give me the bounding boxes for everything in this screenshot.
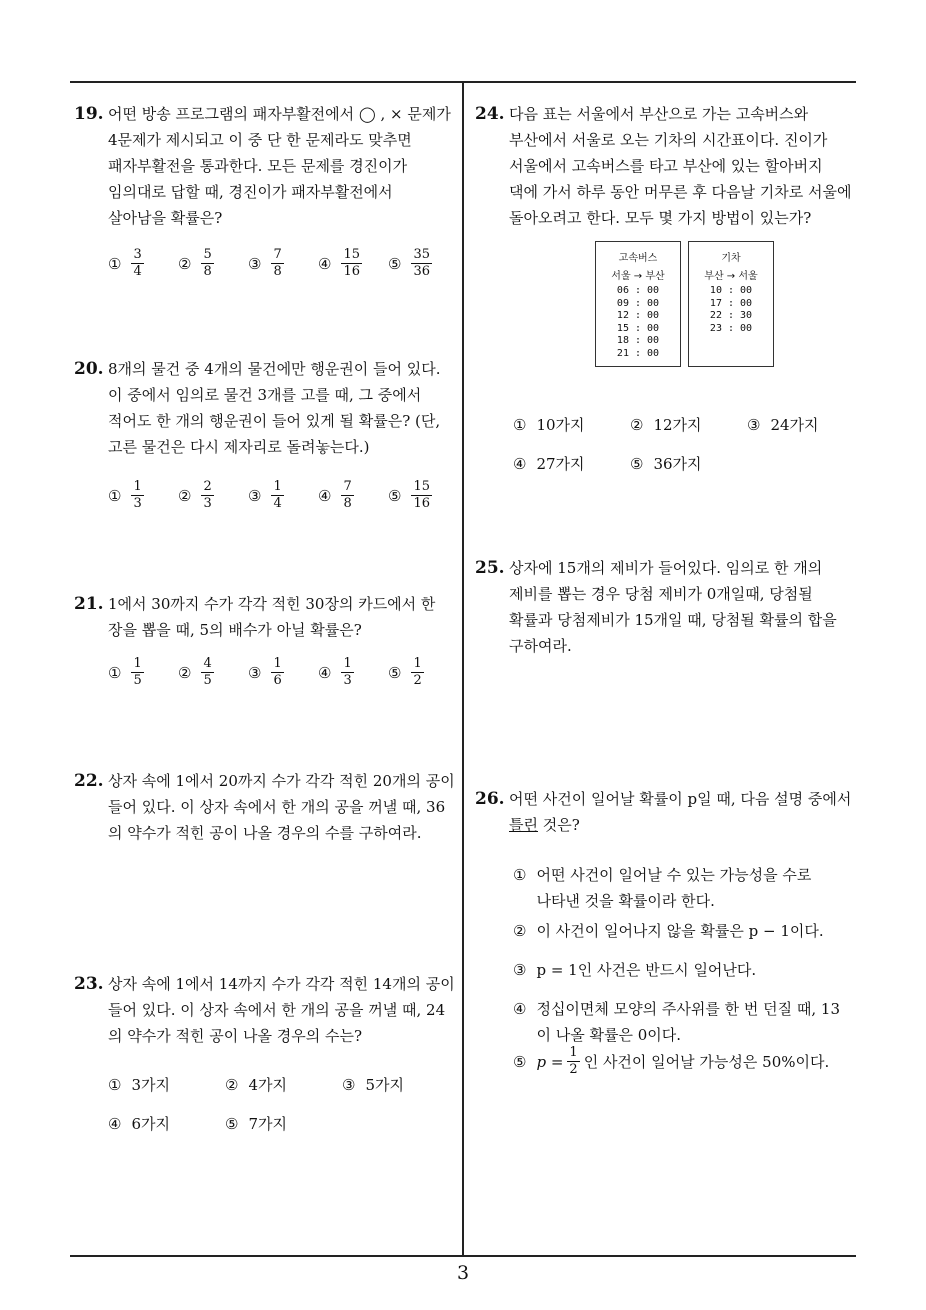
- choice-2[interactable]: ② $\frac{4}{5}$: [178, 656, 212, 688]
- question-number: 26.: [475, 789, 505, 809]
- timetable-bus: [595, 241, 681, 367]
- question-text: 상자 속에 1에서 14까지 수가 각각 적힌 14개의 공이 들어 있다. 이 상자 속에서 한 개의 공을 꺼낼 때, 24 의 약수가 적힌 공이 나올 경우의 수는?: [108, 975, 455, 1045]
- fraction: $\frac{4}{5}$: [203, 656, 212, 688]
- choice-4[interactable]: ④ 27가지: [513, 454, 585, 473]
- fraction: $\frac{15}{16}$: [413, 479, 430, 511]
- choice-1[interactable]: ① 어떤 사건이 일어날 수 있는 가능성을 수로 나타낸 것을 확률이라 한다.: [513, 866, 812, 910]
- question-text: 상자 속에 1에서 20까지 수가 각각 적힌 20개의 공이 들어 있다. 이 상자 속에서 한 개의 공을 꺼낼 때, 36 의 약수가 적힌 공이 나올 경우의 수를 구하여라.: [108, 772, 455, 842]
- choice-4[interactable]: ④ $\frac{1}{3}$: [318, 656, 352, 688]
- choices-24: [513, 414, 853, 484]
- choice-5[interactable]: ⑤ $\frac{35}{36}$: [388, 247, 430, 279]
- choice-2[interactable]: ② 12가지: [630, 415, 702, 434]
- timetable-route: 부산 → 서울: [704, 271, 758, 282]
- fraction: $\frac{3}{4}$: [133, 247, 142, 279]
- choice-3[interactable]: ③ p = 1인 사건은 반드시 일어난다.: [513, 961, 757, 979]
- choices-23: [108, 1074, 458, 1144]
- choices-21: [108, 657, 458, 697]
- choice-3[interactable]: ③ $\frac{1}{6}$: [248, 656, 282, 688]
- choice-1[interactable]: ① 3가지: [108, 1075, 170, 1094]
- bottom-rule: [70, 1255, 856, 1257]
- question-21: [74, 591, 454, 643]
- question-text: 어떤 사건이 일어날 확률이 p일 때, 다음 설명 중에서 틀린 것은?: [509, 790, 852, 834]
- choice-5[interactable]: ⑤ $\frac{1}{2}$: [388, 656, 422, 688]
- column-divider: [462, 81, 464, 1256]
- choice-3[interactable]: ③ $\frac{7}{8}$: [248, 247, 282, 279]
- fraction: $\frac{1}{3}$: [133, 479, 142, 511]
- fraction: $\frac{7}{8}$: [343, 479, 352, 511]
- fraction: $\frac{5}{8}$: [203, 247, 212, 279]
- fraction: $\frac{2}{3}$: [203, 479, 212, 511]
- question-text: 어떤 방송 프로그램의 패자부활전에서 ◯ , × 문제가 4문제가 제시되고 이 중 단 한 문제라도 맞추면 패자부활전을 통과한다. 모든 문제를 경진이가 임의대로 답할 때, 경진이가 패자부활전에서 살아남을 확률은?: [108, 105, 451, 227]
- question-25: [475, 555, 860, 659]
- choice-3[interactable]: ③ 24가지: [747, 415, 819, 434]
- choices-19: [108, 248, 458, 288]
- choice-2[interactable]: ② $\frac{2}{3}$: [178, 479, 212, 511]
- question-20: [74, 356, 454, 460]
- page-number: 3: [456, 1262, 470, 1284]
- question-number: 20.: [74, 359, 104, 379]
- fraction: $\frac{1}{2}$: [569, 1045, 578, 1077]
- choice-5[interactable]: ⑤ 36가지: [630, 454, 702, 473]
- question-text: 1에서 30까지 수가 각각 적힌 30장의 카드에서 한 장을 뽑을 때, 5의 배수가 아닐 확률은?: [108, 595, 436, 639]
- choices-20: [108, 480, 458, 520]
- choice-3[interactable]: ③ 5가지: [342, 1075, 404, 1094]
- choice-2[interactable]: ② 4가지: [225, 1075, 287, 1094]
- choices-26: [513, 862, 858, 1092]
- fraction: $\frac{1}{6}$: [273, 656, 282, 688]
- question-text: 상자에 15개의 제비가 들어있다. 임의로 한 개의 제비를 뽑는 경우 당첨 제비가 0개일때, 당첨될 확률과 당첨제비가 15개일 때, 당첨될 확률의 합을 구하여라.: [509, 559, 837, 655]
- underlined-word: 틀린: [509, 816, 538, 834]
- timetable-route: 서울 → 부산: [611, 271, 665, 282]
- choice-2[interactable]: ② 이 사건이 일어나지 않을 확률은 p − 1이다.: [513, 922, 824, 940]
- timetable-title: 고속버스: [618, 253, 658, 264]
- question-26: [475, 786, 860, 838]
- question-22: [74, 768, 454, 846]
- timetable-train: [688, 241, 774, 367]
- question-24: [475, 101, 860, 231]
- question-number: 21.: [74, 594, 104, 614]
- fraction: $\frac{1}{4}$: [273, 479, 282, 511]
- choice-4[interactable]: ④ 정십이면체 모양의 주사위를 한 번 던질 때, 13 이 나올 확률은 0이다.: [513, 1000, 841, 1044]
- choice-2[interactable]: ② $\frac{5}{8}$: [178, 247, 212, 279]
- question-number: 19.: [74, 104, 104, 124]
- fraction: $\frac{1}{2}$: [413, 656, 422, 688]
- question-19: [74, 101, 454, 231]
- fraction: $\frac{7}{8}$: [273, 247, 282, 279]
- choice-1[interactable]: ① $\frac{3}{4}$: [108, 247, 142, 279]
- fraction: $\frac{1}{5}$: [133, 656, 142, 688]
- timetable-times: 10 : 00 17 : 00 22 : 30 23 : 00: [709, 285, 753, 334]
- question-number: 25.: [475, 558, 505, 578]
- choice-4[interactable]: ④ $\frac{7}{8}$: [318, 479, 352, 511]
- choice-5[interactable]: ⑤ 7가지: [225, 1114, 287, 1133]
- timetable-times: 06 : 00 09 : 00 12 : 00 15 : 00 18 : 00 21 : 00: [616, 285, 660, 359]
- choice-1[interactable]: ① $\frac{1}{3}$: [108, 479, 142, 511]
- fraction: $\frac{35}{36}$: [413, 247, 430, 279]
- question-number: 22.: [74, 771, 104, 791]
- fraction: $\frac{1}{3}$: [343, 656, 352, 688]
- question-text: 다음 표는 서울에서 부산으로 가는 고속버스와 부산에서 서울로 오는 기차의 시간표이다. 진이가 서울에서 고속버스를 타고 부산에 있는 할아버지 댁에 가서 하루 동안 머무른 후 다음날 기차로 서울에 돌아오려고 한다. 모두 몇 가지 방법이 있는가?: [509, 105, 852, 227]
- question-text: 8개의 물건 중 4개의 물건에만 행운권이 들어 있다. 이 중에서 임의로 물건 3개를 고를 때, 그 중에서 적어도 한 개의 행운권이 들어 있게 될 확률은? (단, 고른 물건은 다시 제자리로 돌려놓는다.): [108, 360, 441, 456]
- question-number: 24.: [475, 104, 505, 124]
- choice-3[interactable]: ③ $\frac{1}{4}$: [248, 479, 282, 511]
- choice-1[interactable]: ① $\frac{1}{5}$: [108, 656, 142, 688]
- choice-5[interactable]: ⑤ $\frac{15}{16}$: [388, 479, 430, 511]
- choice-4[interactable]: ④ $\frac{15}{16}$: [318, 247, 360, 279]
- fraction: $\frac{15}{16}$: [343, 247, 360, 279]
- question-23: [74, 971, 454, 1049]
- timetable-title: 기차: [721, 253, 741, 264]
- choice-1[interactable]: ① 10가지: [513, 415, 585, 434]
- question-number: 23.: [74, 974, 104, 994]
- choice-4[interactable]: ④ 6가지: [108, 1114, 170, 1133]
- choice-5[interactable]: ⑤ p = $\frac{1}{2}$ 인 사건이 일어날 가능성은 50%이다.: [513, 1045, 830, 1077]
